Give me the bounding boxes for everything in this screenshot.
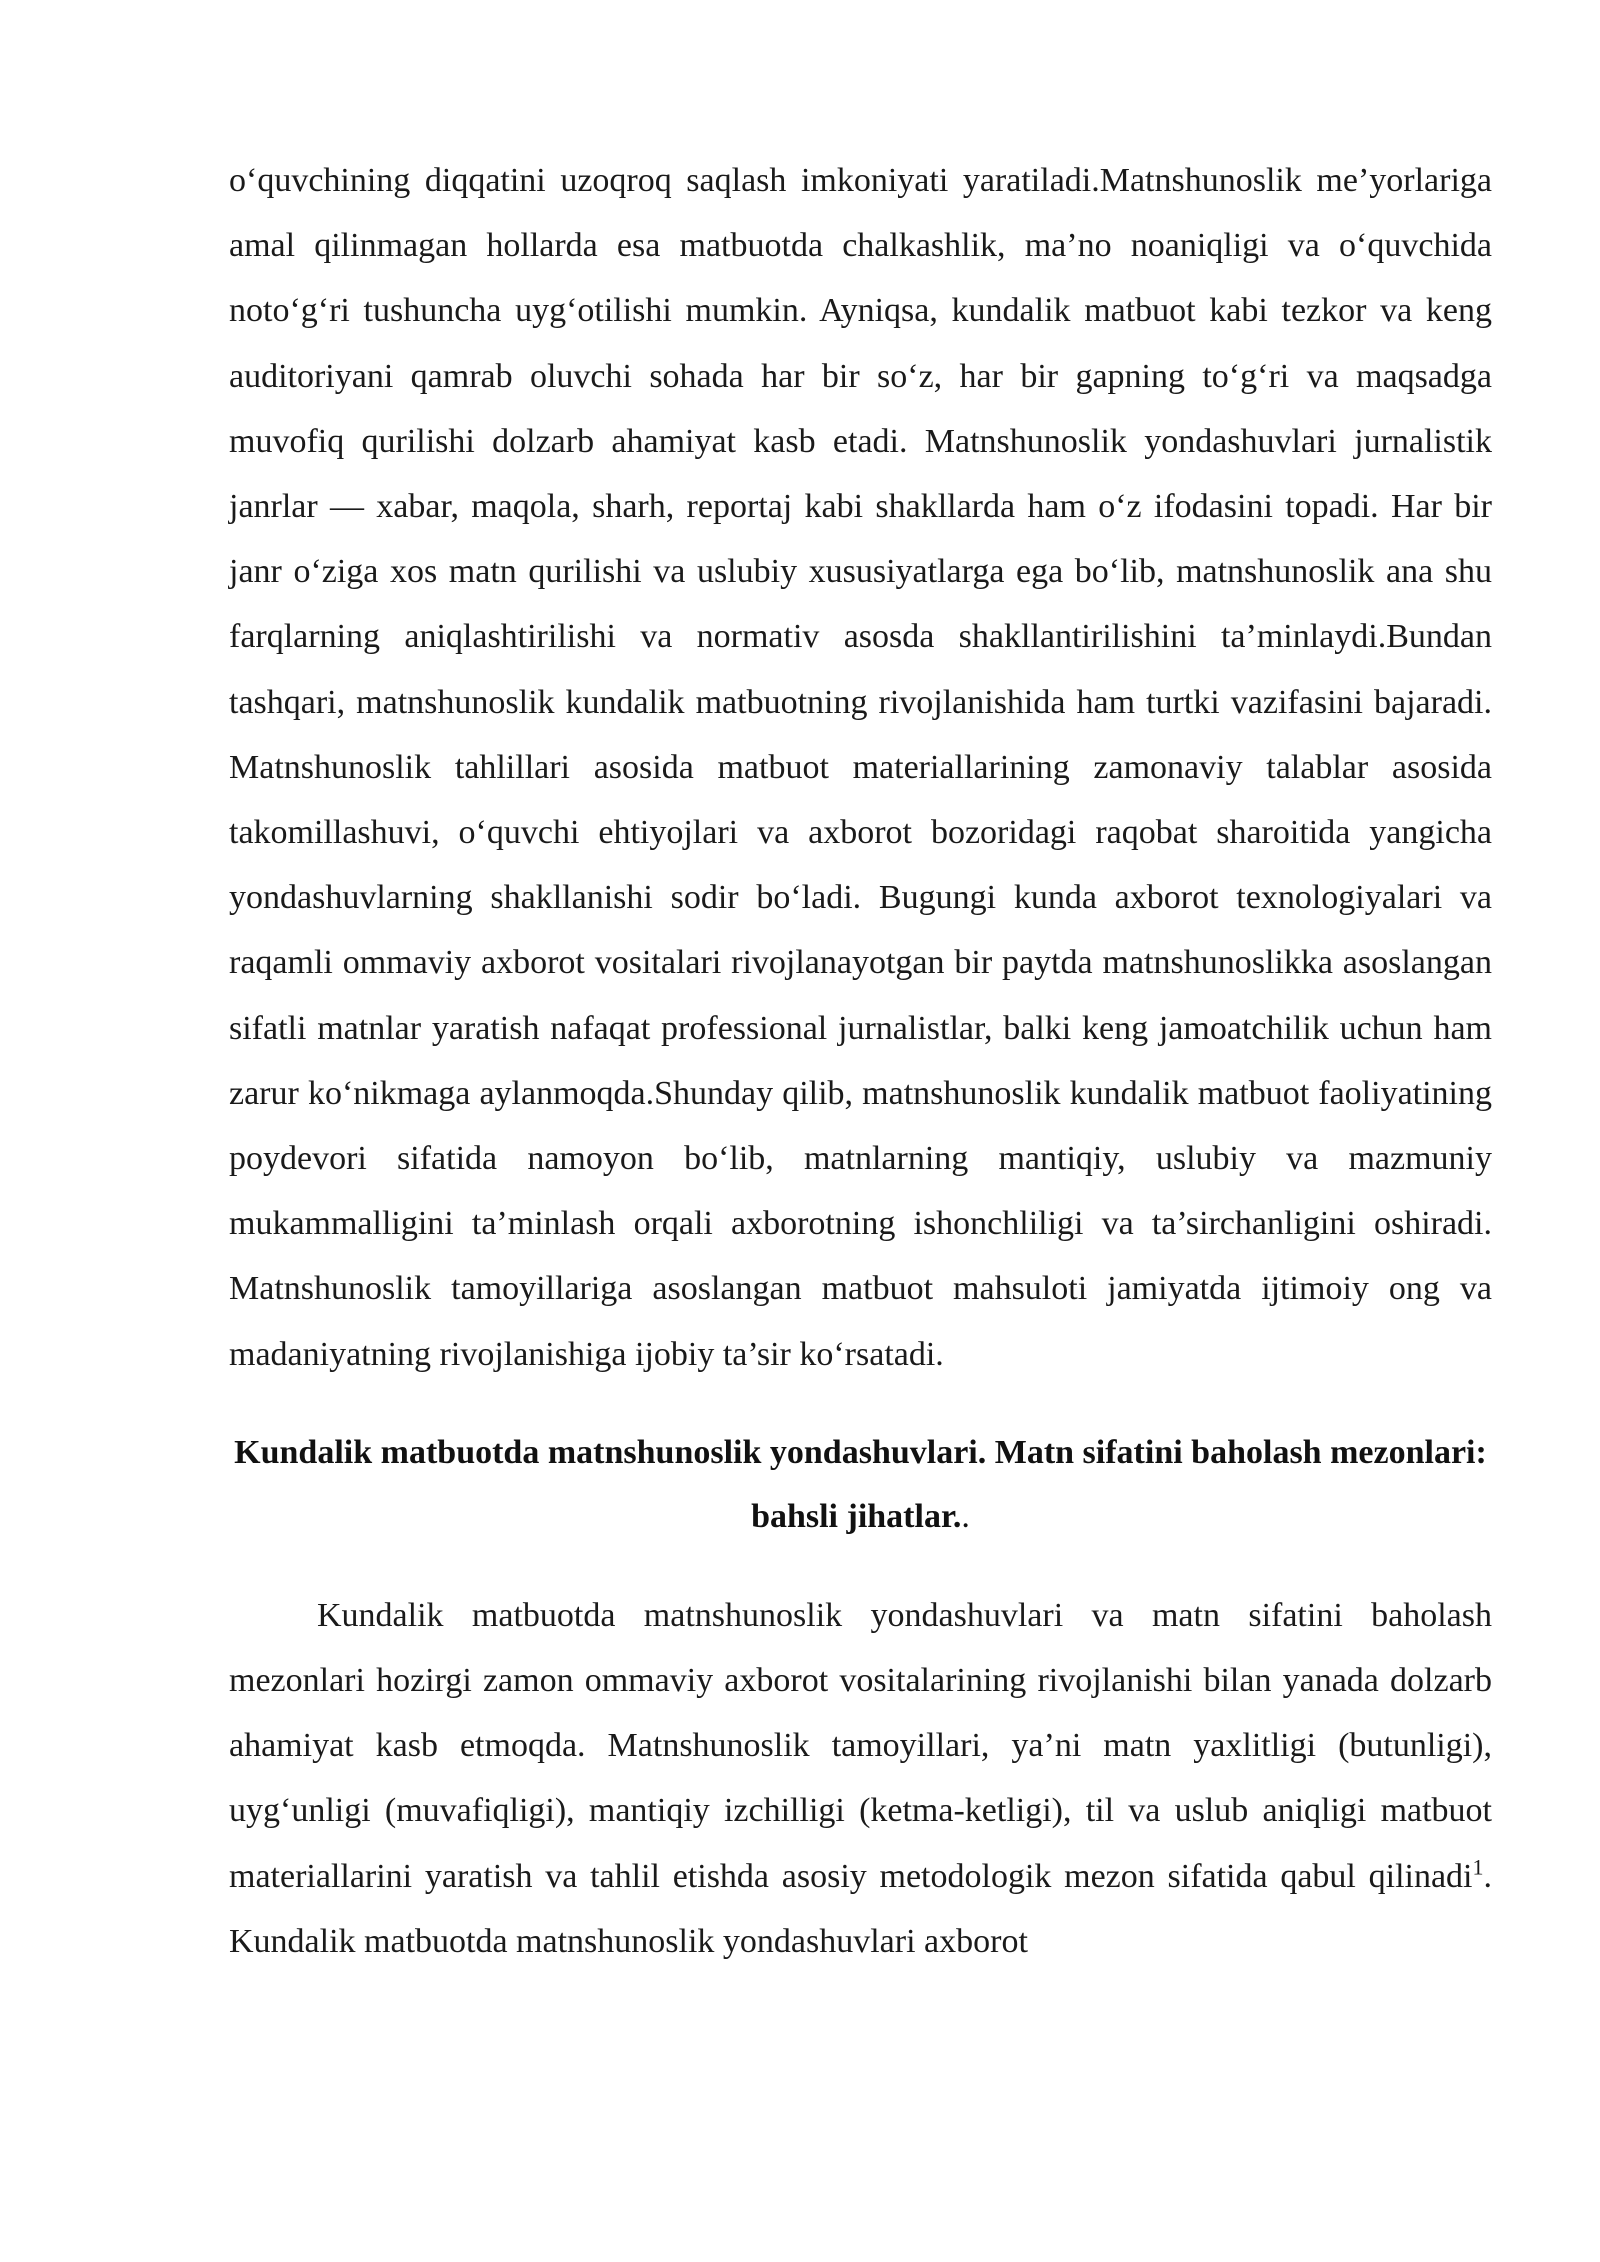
body-paragraph-2-continuation: . Kundalik matbuotda matnshunoslik yondashuvlari axborot xyxy=(229,1857,1492,1960)
body-paragraph-1: o‘quvchining diqqatini uzoqroq saqlash imkoniyati yaratiladi.Matnshunoslik me’yorlariga amal qilinmagan hollarda esa matbuotda chalkashlik, ma’no noaniqligi va o‘quvchida noto‘g‘ri tushuncha uyg‘otilishi mumkin. Ayniqsa, kundalik matbuot kabi tezkor va keng auditoriyani qamrab oluvchi sohada har bir so‘z, har bir gapning to‘g‘ri va maqsadga muvofiq qurilishi dolzarb ahamiyat kasb etadi. Matnshunoslik yondashuvlari jurnalistik janrlar — xabar, maqola, sharh, reportaj kabi shakllarda ham o‘z ifodasini topadi. Har bir janr o‘ziga xos matn qurilishi va uslubiy xususiyatlarga ega bo‘lib, matnshunoslik ana shu farqlarning aniqlashtirilishi va normativ asosda shakllantirilishini ta’minlaydi.Bundan tashqari, matnshunoslik kundalik matbuotning rivojlanishida ham turtki vazifasini bajaradi. Matnshunoslik tahlillari asosida matbuot materiallarining zamonaviy talablar asosida takomillashuvi, o‘quvchi ehtiyojlari va axborot bozoridagi raqobat sharoitida yangicha yondashuvlarning shakllanishi sodir bo‘ladi. Bugungi kunda axborot texnologiyalari va raqamli ommaviy axborot vositalari rivojlanayotgan bir paytda matnshunoslikka asoslangan sifatli matnlar yaratish nafaqat professional jurnalistlar, balki keng jamoatchilik uchun ham zarur ko‘nikmaga aylanmoqda.Shunday qilib, matnshunoslik kundalik matbuot faoliyatining poydevori sifatida namoyon bo‘lib, matnlarning mantiqiy, uslubiy va mazmuniy mukammalligini ta’minlash orqali axborotning ishonchliligi va ta’sirchanligini oshiradi. Matnshunoslik tamoyillariga asoslangan matbuot mahsuloti jamiyatda ijtimoiy ong va madaniyatning rivojlanishiga ijobiy ta’sir ko‘rsatadi. xyxy=(229,162,1492,1373)
section-heading-trailing-dot: . xyxy=(961,1497,970,1535)
section-heading-text: Kundalik matbuotda matnshunoslik yondashuvlari. Matn sifatini baholash mezonlari: bahsli jihatlar. xyxy=(234,1433,1487,1535)
section-heading xyxy=(229,1421,1492,1549)
document-page xyxy=(229,148,1492,1974)
body-paragraph-2-text: Kundalik matbuotda matnshunoslik yondashuvlari va matn sifatini baholash mezonlari hozirgi zamon ommaviy axborot vositalarining rivojlanishi bilan yanada dolzarb ahamiyat kasb etmoqda. Matnshunoslik tamoyillari, ya’ni matn yaxlitligi (butunligi), uyg‘unligi (muvafiqligi), mantiqiy izchilligi (ketma-ketligi), til va uslub aniqligi matbuot materiallarini yaratish va tahlil etishda asosiy metodologik mezon sifatida qabul qilinadi xyxy=(229,1596,1492,1895)
body-paragraph-2 xyxy=(229,1583,1492,1974)
footnote-reference[interactable]: 1 xyxy=(1472,1854,1484,1880)
